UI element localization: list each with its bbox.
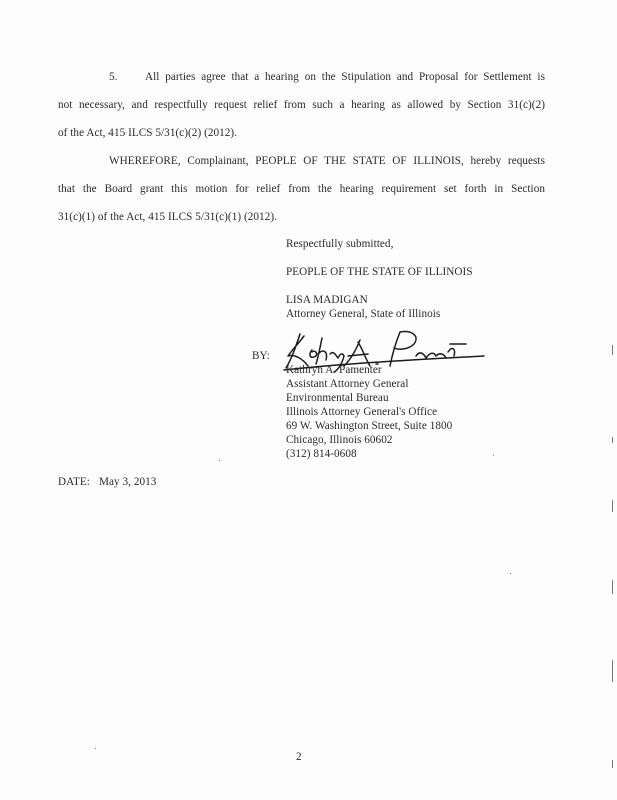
phone-number: (312) 814-0608 (286, 448, 357, 460)
scan-artifact (612, 660, 613, 682)
paragraph-5-line-3: of the Act, 415 ILCS 5/31(c)(2) (2012). (58, 127, 238, 139)
scan-artifact (612, 500, 613, 512)
attorney-name: Kathryn A. Pamenter (286, 364, 382, 376)
scan-artifact (612, 760, 613, 768)
scan-artifact (95, 748, 96, 749)
date-value: May 3, 2013 (99, 476, 157, 488)
scan-artifact (493, 455, 494, 456)
paragraph-number: 5. (109, 71, 118, 83)
by-label: BY: (252, 350, 270, 362)
date-label: DATE: (58, 476, 90, 488)
wherefore-line-3: 31(c)(1) of the Act, 415 ILCS 5/31(c)(1) (2012). (58, 211, 277, 223)
bureau-name: Environmental Bureau (286, 392, 389, 404)
street-address: 69 W. Washington Street, Suite 1800 (286, 420, 453, 432)
wherefore-line-1: WHEREFORE, Complainant, PEOPLE OF THE STATE OF ILLINOIS, hereby requests (109, 155, 545, 167)
scan-artifact (612, 437, 613, 443)
page-number: 2 (296, 751, 302, 763)
paragraph-5-line-2: not necessary, and respectfully request relief from such a hearing as allowed by Section 31(c)(2) (58, 99, 545, 111)
attorney-general-name: LISA MADIGAN (286, 294, 368, 306)
office-name: Illinois Attorney General's Office (286, 406, 438, 418)
city-address: Chicago, Illinois 60602 (286, 434, 393, 446)
scan-artifact (612, 580, 613, 594)
closing: Respectfully submitted, (286, 238, 394, 250)
party-name: PEOPLE OF THE STATE OF ILLINOIS (286, 266, 473, 278)
wherefore-line-2: that the Board grant this motion for relief from the hearing requirement set forth in Section (58, 183, 545, 195)
attorney-general-title: Attorney General, State of Illinois (286, 308, 441, 320)
attorney-title: Assistant Attorney General (286, 378, 409, 390)
scan-artifact (510, 573, 511, 574)
paragraph-5-line-1: All parties agree that a hearing on the Stipulation and Proposal for Settlement is (145, 71, 545, 83)
scan-artifact (219, 460, 220, 461)
scan-artifact (612, 345, 613, 355)
